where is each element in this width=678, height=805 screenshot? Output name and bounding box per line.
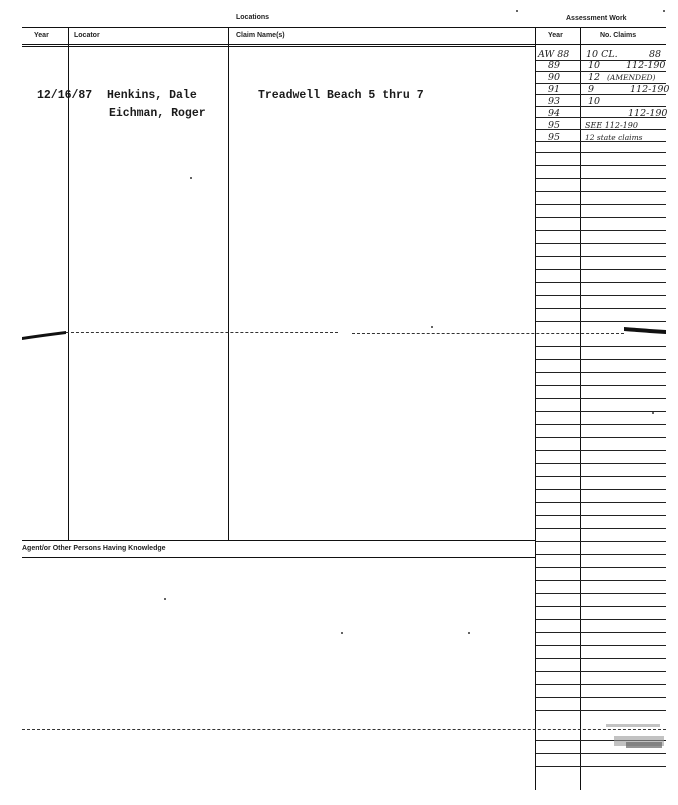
year-column-header: Year <box>34 32 49 39</box>
agent-section-header: Agent/or Other Persons Having Knowledge <box>22 545 166 552</box>
aw-note: (AMENDED) <box>607 73 656 82</box>
aw-year: 90 <box>548 72 561 83</box>
fold-mark-right <box>622 322 668 338</box>
header-bottom-rule-2 <box>22 46 536 47</box>
speck <box>516 10 518 12</box>
speck <box>663 10 665 12</box>
header-bottom-rule <box>22 44 666 45</box>
aw-year-column-header: Year <box>548 32 563 39</box>
aw-claims: 9 <box>588 84 595 95</box>
scan-smudge <box>596 718 668 760</box>
aw-claims: 10 <box>588 60 601 71</box>
aw-year: 95 <box>548 132 561 143</box>
claim-column-divider <box>228 28 229 540</box>
speck <box>468 632 470 634</box>
fold-line-right <box>352 333 624 335</box>
aw-claims: 12 state claims <box>585 133 643 142</box>
aw-year: 94 <box>548 108 561 119</box>
speck <box>341 632 343 634</box>
header-top-rule <box>22 27 666 28</box>
claim-names-column-header: Claim Name(s) <box>236 32 285 39</box>
aw-year: 89 <box>548 60 561 71</box>
aw-year: 95 <box>548 120 561 131</box>
assessment-left-border <box>535 28 536 790</box>
fold-line-middle <box>66 332 338 334</box>
assessment-year-divider <box>580 28 581 790</box>
speck <box>164 598 166 600</box>
locator-name-2: Eichman, Roger <box>109 107 206 120</box>
no-claims-column-header: No. Claims <box>600 32 637 39</box>
entry-date: 12/16/87 <box>37 89 93 102</box>
aw-note: 112-190 <box>630 84 670 95</box>
locations-header: Locations <box>236 14 270 21</box>
speck <box>431 326 433 328</box>
fold-mark-left <box>20 326 70 342</box>
aw-note: 112-190 <box>628 108 668 119</box>
speck <box>190 177 192 179</box>
speck <box>652 412 654 414</box>
aw-year: AW 88 <box>538 49 570 60</box>
locator-column-divider <box>68 28 69 540</box>
aw-note: 112-190 <box>626 60 666 71</box>
aw-claims: SEE 112-190 <box>585 121 638 130</box>
claim-name: Treadwell Beach 5 thru 7 <box>258 89 424 102</box>
agent-header-rule <box>22 557 536 558</box>
assessment-work-header: Assessment Work <box>566 15 627 22</box>
lower-fold-line <box>22 729 666 731</box>
locator-name-1: Henkins, Dale <box>107 89 197 102</box>
locations-bottom-rule <box>22 540 536 541</box>
aw-note: 88 <box>649 49 662 60</box>
aw-year: 91 <box>548 84 561 95</box>
aw-claims: 10 CL. <box>586 49 618 60</box>
locator-column-header: Locator <box>74 32 100 39</box>
aw-year: 93 <box>548 96 561 107</box>
aw-claims: 12 <box>588 72 601 83</box>
aw-claims: 10 <box>588 96 601 107</box>
